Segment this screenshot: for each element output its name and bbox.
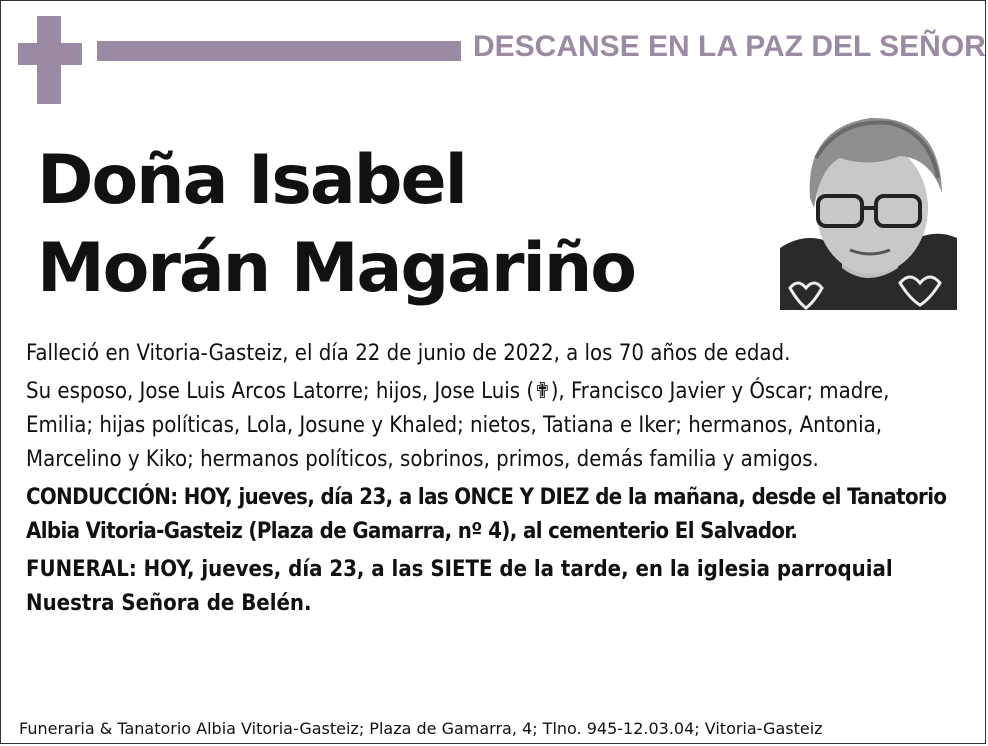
deceased-photo: [780, 98, 957, 310]
header-title: DESCANSE EN LA PAZ DEL SEÑOR: [473, 30, 986, 63]
death-notice: Falleció en Vitoria-Gasteiz, el día 22 de junio de 2022, a los 70 años de edad.: [26, 341, 791, 366]
family-list: Su esposo, Jose Luis Arcos Latorre; hijos, Jose Luis (✟), Francisco Javier y Óscar; madre, Emilia; hijas políticas, Lola, Josune y Khaled; nietos, Tatiana e Iker; hermanos, Antonia, Marcelino y Kiko; hermanos políticos, sobrinos, primos, demás familia y amigos.: [26, 379, 890, 472]
deceased-name-line2: Morán Magariño: [37, 229, 635, 308]
funeral-home-footer: Funeraria & Tanatorio Albia Vitoria-Gasteiz; Plaza de Gamarra, 4; Tlno. 945-12.03.04; Vitoria-Gasteiz: [19, 719, 823, 738]
conduccion-details: CONDUCCIÓN: HOY, jueves, día 23, a las ONCE Y DIEZ de la mañana, desde el Tanatorio Albia Vitoria-Gasteiz (Plaza de Gamarra, nº 4), al cementerio El Salvador.: [26, 485, 947, 544]
header-decorative-bar: [97, 41, 461, 61]
deceased-name-line1: Doña Isabel: [37, 141, 466, 220]
deceased-name: [37, 137, 635, 313]
funeral-details: FUNERAL: HOY, jueves, día 23, a las SIETE de la tarde, en la iglesia parroquial Nuestra Señora de Belén.: [26, 557, 893, 616]
announcement-body: [26, 337, 956, 621]
cross-icon: [18, 16, 82, 104]
